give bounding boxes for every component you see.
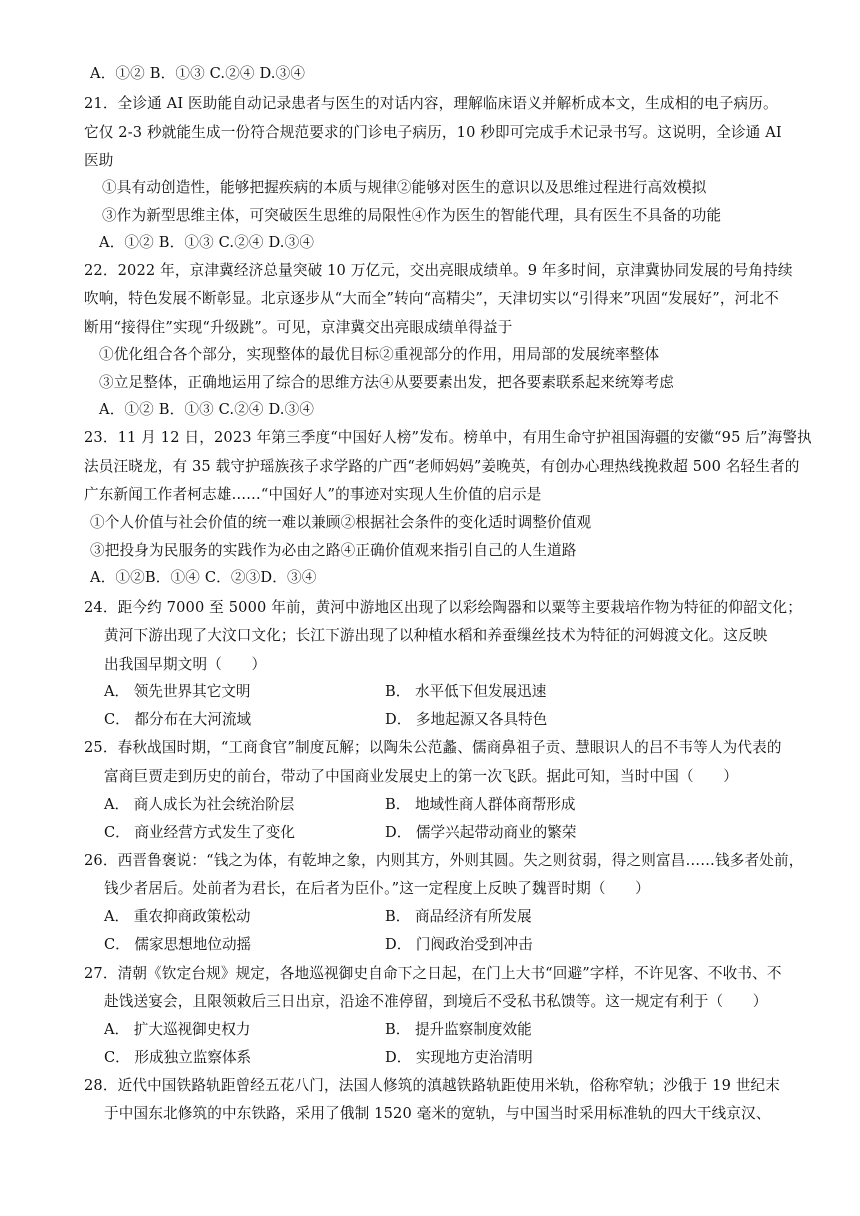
q24-stem-line-1: 24．距今约 7000 至 5000 年前，黄河中游地区出现了以彩绘陶器和以粟等主要栽培作物为特征的仰韶文化； xyxy=(84,599,803,616)
q23-options: A．①②B．①④ C．②③D．③④ xyxy=(90,569,317,586)
q24-choice-d: D． 多地起源又各具特色 xyxy=(385,711,548,728)
q24-choice-a: A． 领先世界其它文明 xyxy=(104,683,251,700)
q21-statement-1: ①具有动创造性，能够把握疾病的本质与规律②能够对医生的意识以及思维过程进行高效模拟 xyxy=(102,179,707,196)
q27-stem-line-1: 27．清朝《钦定台规》规定，各地巡视御史自命下之日起，在门上大书“回避”字样，不许见客、不收书、不 xyxy=(84,965,782,982)
q25-choice-b: B． 地域性商人群体商帮形成 xyxy=(385,796,576,813)
q24-stem-line-3: 出我国早期文明（ ） xyxy=(104,656,267,673)
q22-stem-line-2: 吹响，特色发展不断彰显。北京逐步从“大而全”转向“高精尖”，天津切实以“引得来”巩固“发展好”，河北不 xyxy=(84,290,779,307)
q23-statement-2: ③把投身为民服务的实践作为必由之路④正确价值观来指引自己的人生道路 xyxy=(90,542,577,559)
q20-options: A．①② B．①③ C.②④ D.③④ xyxy=(90,65,306,82)
q26-stem-line-2: 钱少者居后。处前者为君长，在后者为臣仆。”这一定程度上反映了魏晋时期（ ） xyxy=(104,880,650,897)
q27-choice-d: D． 实现地方吏治清明 xyxy=(385,1049,533,1066)
q21-stem-line-2: 它仅 2-3 秒就能生成一份符合规范要求的门诊电子病历，10 秒即可完成手术记录书写。这说明，全诊通 AI xyxy=(84,124,782,141)
q22-statement-1: ①优化组合各个部分，实现整体的最优目标②重视部分的作用，用局部的发展统率整体 xyxy=(99,346,660,363)
q21-options: A．①② B．①③ C.②④ D.③④ xyxy=(99,234,315,251)
q23-stem-line-2: 法员汪晓龙，有 35 载守护瑶族孩子求学路的广西“老师妈妈”姜晚英，有创办心理热线挽救超 500 名轻生者的 xyxy=(84,458,800,475)
q21-statement-2: ③作为新型思维主体，可突破医生思维的局限性④作为医生的智能代理，具有医生不具备的功能 xyxy=(102,207,722,224)
q21-stem-line-3: 医助 xyxy=(84,152,114,169)
q27-choice-b: B． 提升监察制度效能 xyxy=(385,1021,532,1038)
q26-choice-a: A． 重农抑商政策松动 xyxy=(104,908,251,925)
q26-stem-line-1: 26．西晋鲁褒说：“钱之为体，有乾坤之象，内则其方，外则其圆。失之则贫弱，得之则富昌……钱多者处前， xyxy=(84,852,804,869)
q25-choice-c: C． 商业经营方式发生了变化 xyxy=(104,824,295,841)
q24-choice-b: B． 水平低下但发展迅速 xyxy=(385,683,547,700)
q27-choice-a: A． 扩大巡视御史权力 xyxy=(104,1021,251,1038)
q27-choice-c: C． 形成独立监察体系 xyxy=(104,1049,252,1066)
q28-stem-line-1: 28．近代中国铁路轨距曾经五花八门，法国人修筑的滇越铁路轨距使用米轨，俗称窄轨；沙俄于 19 世纪末 xyxy=(84,1077,781,1094)
q22-stem-line-1: 22．2022 年，京津冀经济总量突破 10 万亿元，交出亮眼成绩单。9 年多时间，京津冀协同发展的号角持续 xyxy=(84,262,793,279)
q23-stem-line-1: 23．11 月 12 日，2023 年第三季度“中国好人榜”发布。榜单中，有用生命守护祖国海疆的安徽“95 后”海警执 xyxy=(84,429,812,446)
q23-stem-line-3: 广东新闻工作者柯志雄……“中国好人”的事迹对实现人生价值的启示是 xyxy=(84,486,542,503)
q22-stem-line-3: 断用“接得住”实现“升级跳”。可见，京津冀交出亮眼成绩单得益于 xyxy=(84,319,513,336)
q26-choice-c: C． 儒家思想地位动摇 xyxy=(104,936,252,953)
q23-statement-1: ①个人价值与社会价值的统一难以兼顾②根据社会条件的变化适时调整价值观 xyxy=(90,514,592,531)
q28-stem-line-2: 于中国东北修筑的中东铁路，采用了俄制 1520 毫米的宽轨，与中国当时采用标准轨的四大干线京汉、 xyxy=(104,1105,771,1122)
q26-choice-b: B． 商品经济有所发展 xyxy=(385,908,532,925)
q22-options: A．①② B．①③ C.②④ D.③④ xyxy=(99,401,315,418)
q22-statement-2: ③立足整体，正确地运用了综合的思维方法④从要要素出发，把各要素联系起来统筹考虑 xyxy=(99,374,675,391)
q21-stem-line-1: 21．全诊通 AI 医助能自动记录患者与医生的对话内容，理解临床语义并解析成本文，生成相的电子病历。 xyxy=(84,95,778,112)
q25-choice-d: D． 儒学兴起带动商业的繁荣 xyxy=(385,824,577,841)
q25-stem-line-1: 25．春秋战国时期，“工商食官”制度瓦解；以陶朱公范蠡、儒商鼻祖子贡、慧眼识人的吕不韦等人为代表的 xyxy=(84,739,782,756)
q26-choice-d: D． 门阀政治受到冲击 xyxy=(385,936,533,953)
q25-stem-line-2: 富商巨贾走到历史的前台，带动了中国商业发展史上的第一次飞跃。据此可知，当时中国（ ） xyxy=(104,768,738,785)
q25-choice-a: A． 商人成长为社会统治阶层 xyxy=(104,796,295,813)
q24-choice-c: C． 都分布在大河流域 xyxy=(104,711,252,728)
q24-stem-line-2: 黄河下游出现了大汶口文化；长江下游出现了以种植水稻和养蚕缫丝技术为特征的河姆渡文化。这反映 xyxy=(104,627,768,644)
q27-stem-line-2: 赴饯送宴会，且限领敕后三日出京，沿途不准停留，到境后不受私书私馈等。这一规定有利于（ ） xyxy=(104,993,768,1010)
